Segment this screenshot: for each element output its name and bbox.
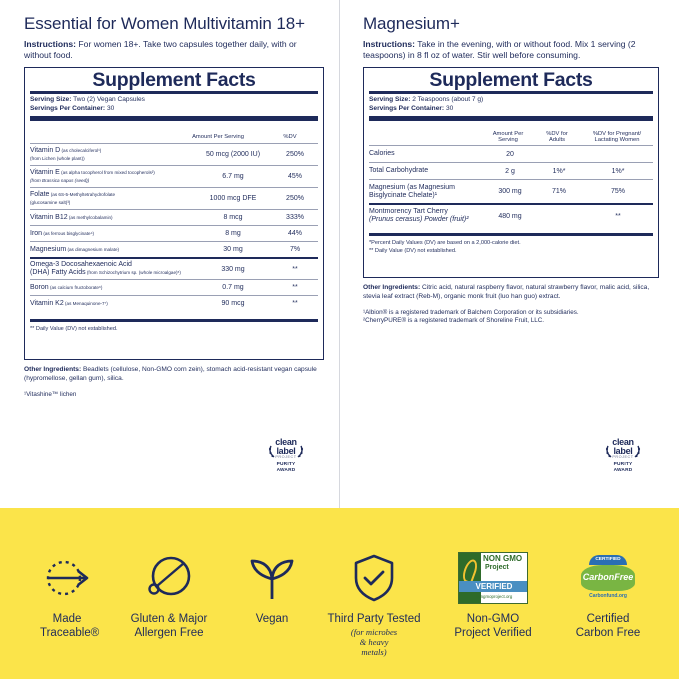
trademark-note: ¹Vitashine™ lichen [24,390,77,398]
nutrient-row [369,145,653,162]
carbonfree-logo: CERTIFIED CarbonFree Carbonfund.org [582,557,634,599]
nutrient-name: Magnesium (as dimagnesium malate) [30,245,120,253]
nutrient-row [30,143,318,165]
shield-check-icon [349,553,399,603]
column-headers [30,123,318,143]
nutrient-dv: ** [292,284,298,292]
nutrient-row [30,187,318,209]
footnote-not-established: ** Daily Value (DV) not established. [369,248,457,255]
nutrient-amount: 20 [506,150,514,158]
nutrient-name: Total Carbohydrate [369,167,429,175]
nutrient-name: Montmorency Tart Cherry (Prunus cerasus) Powder (fruit)² [369,208,469,224]
nutrient-dv: 7% [289,246,301,254]
nutrient-amount: 8 mg [225,230,241,238]
nutrient-amount: 0.7 mg [222,284,244,292]
nutrient-amount: 6.7 mg [222,173,244,181]
nutrient-row [369,203,653,227]
clean-label-badge-left: clean label PROJECT PURITY AWARD [267,438,305,473]
trademark-albion: ¹Albion® is a registered trademark of Balchem Corporation or its subsidiaries. [363,308,579,316]
nutrient-dv: 250% [286,195,304,203]
nutrient-amount: 90 mcg [221,300,245,308]
column-divider [339,0,340,508]
header-dv: %DV [283,134,297,141]
nutrient-dv: ** [292,300,298,308]
other-ingredients: Other Ingredients: Beadlets (cellulose, Non-GMO corn zein), stomach acid-resistant vegan capsule (hypromellose, gellan gum), silica. [24,366,317,382]
allergen-free-icon [144,553,194,603]
feature-non-gmo: NON GMO Project VERIFIED nongmoproject.org Non-GMO Project Verified [454,554,532,639]
supplement-facts-title: Supplement Facts [429,69,593,91]
header-dv-adults: %DV for Adults [546,131,568,144]
footnote-dv: *Percent Daily Values (DV) are based on a 2,000-calorie diet. [369,240,521,247]
traceable-icon [42,553,92,603]
other-ingredients: Other Ingredients: Citric acid, natural raspberry flavor, natural strawberry flavor, malic acid, silica, stevia leaf extract (Reb-M), organic monk fruit (luo han guo) extract. [363,284,650,300]
trademark-note [363,309,659,325]
servings-per-container: Servings Per Container: 30 [369,104,454,112]
nutrient-row [30,295,318,311]
nutrient-row [30,257,318,279]
nutrient-row [369,162,653,179]
nutrient-dv: 333% [286,214,304,222]
column-headers [369,123,653,145]
nutrient-name: Vitamin E (as alpha tocopherol from mixed tocopherols²) (from Brassica napus (seed)) [30,168,155,183]
nutrient-dv-adults: 1%* [552,167,566,175]
nutrient-amount: 8 mcg [223,214,243,222]
rule [369,116,653,121]
rule [30,116,318,121]
product-title: Magnesium+ [363,14,460,33]
nutrient-dv-pregnant: 75% [610,188,625,196]
rule [30,91,318,94]
sprout-icon [247,553,297,603]
instructions: Instructions: For women 18+. Take two capsules together daily, with or without food. [24,39,297,60]
clean-label-badge-right: clean label PROJECT PURITY AWARD [604,438,642,473]
nutrient-row [30,209,318,225]
nutrient-name: Vitamin B12 (as methylcobalamin) [30,213,113,221]
serving-size: Serving Size: 2 Teaspoons (about 7 g) [369,96,484,103]
footnotes [369,233,653,259]
nutrient-row [30,225,318,241]
supplement-facts-title: Supplement Facts [92,69,256,91]
serving-size: Serving Size: Two (2) Vegan Capsules [30,96,145,103]
nutrient-row [30,279,318,295]
feature-vegan: Vegan [217,552,327,627]
nutrient-amount: 1000 mcg DFE [209,195,257,203]
header-amount: Amount Per Serving [192,134,244,141]
nutrient-dv-adults: 71% [551,188,566,196]
footnote: ** Daily Value (DV) not established. [30,319,318,337]
nutrient-table [369,145,653,227]
nutrient-amount: 330 mg [221,265,245,273]
nutrient-table [30,143,318,311]
supplement-facts-panel [363,67,659,278]
nutrient-name: Vitamin D (as cholecalciferol¹) (from Lichen (whole plant)) [30,146,102,161]
laurel-icon [267,444,305,458]
nutrient-dv-pregnant: ** [615,212,621,220]
nutrient-row [30,165,318,187]
nutrient-amount: 300 mg [498,188,522,196]
feature-allergen-free: Gluten & Major Allergen Free [114,552,224,640]
multivitamin-column [24,0,324,399]
feature-traceable: Made Traceable® [12,552,122,640]
nutrient-name: Boron (as calcium fructoborate⁶) [30,283,103,291]
nutrient-name: Magnesium (as Magnesium Bisglycinate Chelate)¹ [369,183,455,199]
nutrient-name: Calories [369,150,395,158]
nutrient-dv-pregnant: 1%* [611,167,625,175]
feature-third-party-tested: Third Party Tested (for microbes & heavy metals) [319,552,429,657]
header-dv-pregnant: %DV for Pregnant/ Lactating Women [592,131,642,144]
supplement-facts-panel [24,67,324,360]
rule [369,91,653,94]
instructions: Instructions: Take in the evening, with or without food. Mix 1 serving (2 teaspoons) in 8 fl oz of water. Stir well before consuming. [363,39,636,60]
nutrient-dv: 44% [287,230,302,238]
feature-carbon-free: CERTIFIED CarbonFree Carbonfund.org Certified Carbon Free [553,552,663,640]
laurel-icon [604,444,642,458]
features-band [0,508,679,679]
servings-per-container: Servings Per Container: 30 [30,104,115,112]
nutrient-dv: 250% [286,151,304,159]
product-title: Essential for Women Multivitamin 18+ [24,14,305,33]
nutrient-row [30,241,318,257]
nutrient-dv: ** [292,265,298,273]
nutrient-amount: 480 mg [498,212,522,220]
non-gmo-logo: NON GMO Project VERIFIED nongmoproject.org [458,552,528,604]
magnesium-column [363,0,659,325]
nutrient-dv: 45% [287,173,302,181]
nutrient-amount: 2 g [505,167,515,175]
trademark-cherrypure: ²CherryPURE® is a registered trademark of Shoreline Fruit, LLC. [363,316,545,324]
nutrient-amount: 30 mg [223,246,243,254]
nutrient-row [369,179,653,203]
nutrient-amount: 50 mcg (2000 IU) [205,151,261,159]
nutrient-name: Folate (as 6S-5-Methyltetrahydrofolate (glucosamine salt)³) [30,190,116,205]
nutrient-name: Omega-3 Docosahexaenoic Acid (DHA) Fatty Acids (from Schizochytrium sp. (whole microalgae)⁵) [30,261,181,277]
nutrient-name: Vitamin K2 (as Menaquinone-7⁷) [30,299,108,307]
header-amount: Amount Per Serving [492,131,524,144]
nutrient-name: Iron (as ferrous bisglycinate⁴) [30,229,95,237]
